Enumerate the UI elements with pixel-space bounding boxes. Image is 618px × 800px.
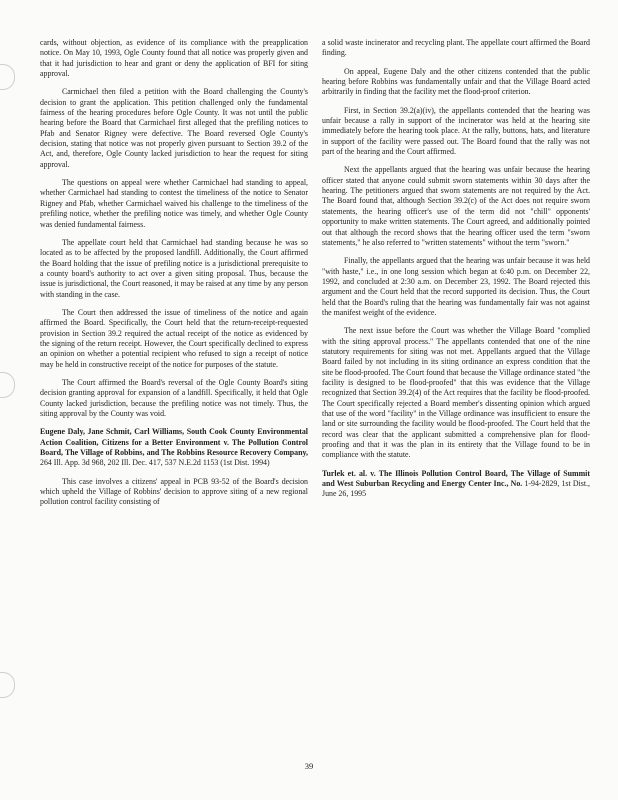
- right-column: [322, 38, 590, 773]
- page-number: 39: [304, 761, 314, 771]
- body-paragraph: The appellate court held that Carmichael had standing because he was so located as to be affected by the proposed landfill. Additionally, the Court affirmed the Board holding that the issue of prefiling notice is a jurisdictional prerequisite to a county board's authority to act over a given siting proposal. Thus, because the issue is jurisdictional, the Court reasoned, it may be raised at any time by any person with standing in the case.: [40, 237, 308, 299]
- case-citation: 264 Ill. App. 3d 968, 202 Ill. Dec. 417, 537 N.E.2d 1153 (1st Dist. 1994): [40, 458, 270, 468]
- body-paragraph: The next issue before the Court was whether the Village Board "complied with the siting approval process." The appellants contended that one of the nine statutory requirements for siting was not met. Appellants argued that the Village Board failed by not including in its siting ordinance an express condition that the site be flood-proofed. The Court found that because the Village ordinance stated "the facility is designed to be flood-proofed" that this was evidence that the Village recognized that Section 39.2(4) of the Act requires that the facility be flood-proofed. The Court specifically rejected a Board member's dissenting opinion which argued that use of the word "facility" in the Village ordinance was insufficient to ensure the land or site surrounding the facility would be flood-proofed. The Court held that the record was clear that the applicant submitted a comprehensive plan for flood-proofing and that it was the plan in its entirety that the Village found to be in compliance with the statute.: [322, 326, 590, 460]
- body-paragraph: This case involves a citizens' appeal in PCB 93-52 of the Board's decision which upheld the Village of Robbins' decision to approve siting of a new regional pollution control facility consisting of: [40, 476, 308, 507]
- left-column: [40, 38, 308, 773]
- case-heading: [40, 427, 308, 468]
- case-citation: 1-94-2829, 1st Dist., June 26, 1995: [322, 479, 590, 499]
- body-paragraph: The questions on appeal were whether Carmichael had standing to appeal, whether Carmichael had standing to contest the timeliness of the notice to Senator Rigney and Pfab, whether Carmichael waived his challenge to the timeliness of the prefiling notice, whether the prefiling notice was timely, and whether Ogle County was denied fundamental fairness.: [40, 178, 308, 229]
- punch-hole-mark-bottom: [0, 672, 15, 698]
- body-paragraph: On appeal, Eugene Daly and the other citizens contended that the public hearing before Robbins was fundamentally unfair and that the Village Board acted arbitrarily in finding that the facility met the flood-proof criterion.: [322, 66, 590, 97]
- body-paragraph: Finally, the appellants argued that the hearing was unfair because it was held "with haste," i.e., in one long session which began at 6:40 p.m. on December 22, 1992, and concluded at 2:30 a.m. on December 23, 1992. The Board rejected this argument and the Court held that the record supported its decision. Thus, the Court held that the Board's ruling that the hearing was fundamentally fair was not against the manifest weight of the evidence.: [322, 256, 590, 317]
- punch-hole-mark-middle: [0, 372, 15, 398]
- body-paragraph: Next the appellants argued that the hearing was unfair because the hearing officer stated that anyone could submit sworn statements within 30 days after the hearing. The petitioners argued that sworn statements are not required by the Act. The Board found that, although Section 39.2(c) of the Act does not require sworn statements, the hearing officer's use of the term did not "chill" opponents' opportunity to make written statements. The Court agreed, and additionally pointed out that although the record shows that the hearing officer used the term "sworn statements," he also referred to "written statements" without the term "sworn.": [322, 165, 590, 247]
- body-paragraph: a solid waste incinerator and recycling plant. The appellate court affirmed the Board finding.: [322, 38, 590, 58]
- body-paragraph: cards, without objection, as evidence of its compliance with the preapplication notice. On May 10, 1993, Ogle County found that all notice was properly given and that it had jurisdiction to hear and grant or deny the application of BFI for siting approval.: [40, 38, 308, 79]
- body-paragraph: First, in Section 39.2(a)(iv), the appellants contended that the hearing was unfair because a rally in support of the incinerator was held at the hearing site immediately before the hearing took place. At the rally, buttons, hats, and literature in support of the facility were passed out. The Board found that the rally was not part of the hearing and the Court affirmed.: [322, 105, 590, 157]
- document-page: [40, 38, 590, 773]
- body-paragraph: The Court affirmed the Board's reversal of the Ogle County Board's siting decision granting approval for expansion of a landfill. Specifically, it held that Ogle County lacked jurisdiction, because the prefiling notice was not timely. Thus, the siting approval by the County was void.: [40, 377, 308, 418]
- body-paragraph: Carmichael then filed a petition with the Board challenging the County's decision to grant the application. This petition challenged only the fundamental fairness of the hearing procedures before Ogle County. It was not until the public hearing before the Board that Carmichael first alleged that the prefiling notices to Pfab and Senator Rigney were defective. The Board reversed Ogle County's decision, stating that notice was not properly given pursuant to Section 39.2 of the Act, and, therefore, Ogle County lacked jurisdiction to hear the request for siting approval.: [40, 87, 308, 169]
- case-heading: [322, 469, 590, 500]
- punch-hole-mark-top: [0, 64, 15, 90]
- case-title: Turlek et. al. v. The Illinois Pollution Control Board, The Village of Summit and West Suburban Recycling and Energy Center Inc., No.: [322, 468, 590, 489]
- body-paragraph: The Court then addressed the issue of timeliness of the notice and again affirmed the Board. Specifically, the Court held that the return-receipt-requested provision in Section 39.2 required the actual receipt of the notice as evidenced by the signing of the return receipt. However, the Court specifically declined to express an opinion on whether a potential recipient who refused to sign a receipt of notice may be held in constructive receipt of the notice for purposes of the statute.: [40, 307, 308, 369]
- case-title: Eugene Daly, Jane Schmit, Carl Williams, South Cook County Environmental Action Coalition, Citizens for a Better Environment v. The Pollution Control Board, The Village of Robbins, and The Robbins Resource Recovery Company,: [40, 427, 308, 458]
